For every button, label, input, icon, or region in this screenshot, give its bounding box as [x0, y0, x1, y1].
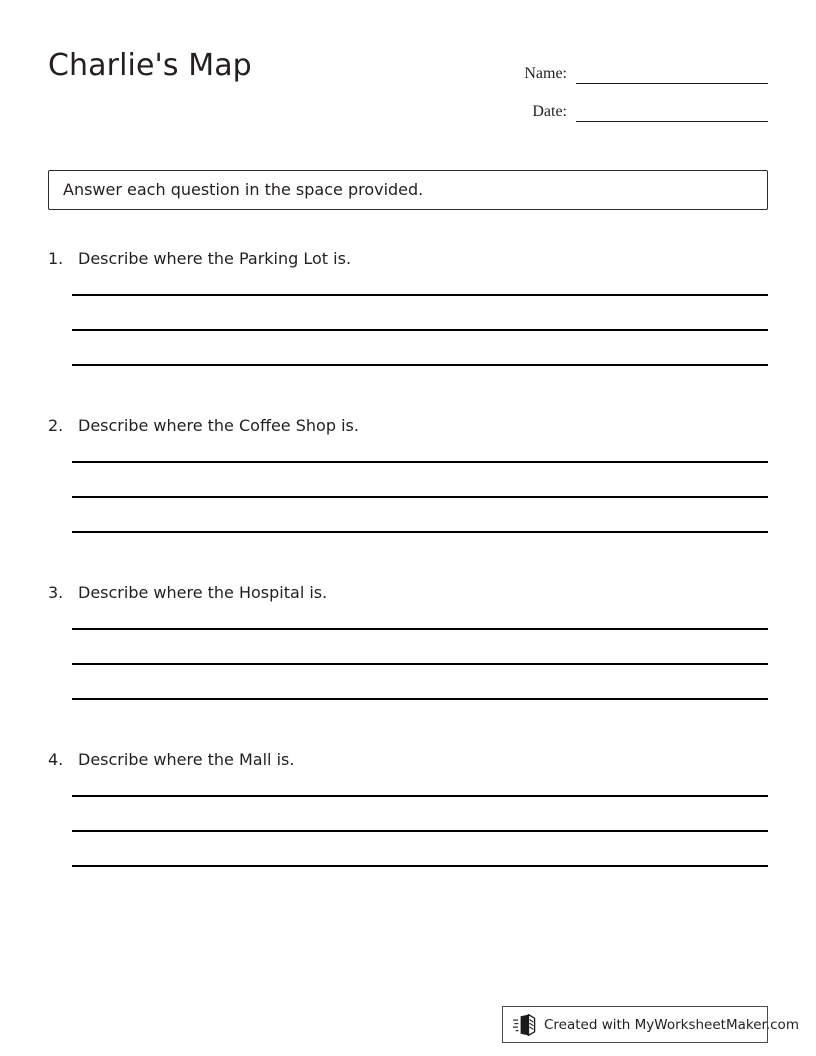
question-item: [48, 415, 768, 582]
answer-line[interactable]: [72, 795, 768, 797]
worksheet-header: [48, 44, 768, 124]
question-list: [48, 248, 768, 916]
question-item: [48, 582, 768, 749]
footer-attribution-text: Created with MyWorksheetMaker.com: [544, 1016, 799, 1033]
question-heading: [48, 582, 768, 610]
date-field-row: [516, 86, 768, 124]
name-field-rule[interactable]: [576, 83, 768, 84]
answer-line[interactable]: [72, 628, 768, 630]
student-meta-fields: [516, 48, 768, 124]
page-title: Charlie's Map: [48, 48, 252, 83]
question-number: 1.: [48, 249, 64, 268]
question-heading: [48, 248, 768, 276]
answer-line[interactable]: [72, 531, 768, 533]
answer-line[interactable]: [72, 830, 768, 832]
question-heading: [48, 749, 768, 777]
question-text: Describe where the Parking Lot is.: [78, 249, 352, 268]
question-text: Describe where the Coffee Shop is.: [78, 416, 359, 435]
footer-attribution-badge[interactable]: [502, 1006, 799, 1043]
date-field-rule[interactable]: [576, 121, 768, 122]
answer-lines: [72, 795, 768, 867]
answer-line[interactable]: [72, 663, 768, 665]
answer-line[interactable]: [72, 294, 768, 296]
answer-line[interactable]: [72, 461, 768, 463]
question-number: 3.: [48, 583, 64, 602]
question-text: Describe where the Mall is.: [78, 750, 295, 769]
answer-line[interactable]: [72, 329, 768, 331]
date-field-label: Date:: [532, 103, 567, 120]
question-text: Describe where the Hospital is.: [78, 583, 328, 602]
name-field-label: Name:: [524, 65, 567, 82]
name-field-row: [516, 48, 768, 86]
question-heading: [48, 415, 768, 443]
question-number: 2.: [48, 416, 64, 435]
answer-lines: [72, 461, 768, 533]
answer-lines: [72, 628, 768, 700]
question-number: 4.: [48, 750, 64, 769]
instruction-box: [48, 170, 768, 210]
question-item: [48, 749, 768, 916]
answer-line[interactable]: [72, 698, 768, 700]
answer-line[interactable]: [72, 364, 768, 366]
answer-line[interactable]: [72, 496, 768, 498]
worksheet-maker-logo-icon: [513, 1014, 537, 1036]
answer-line[interactable]: [72, 865, 768, 867]
instruction-text: Answer each question in the space provided.: [63, 180, 424, 199]
answer-lines: [72, 294, 768, 366]
question-item: [48, 248, 768, 415]
